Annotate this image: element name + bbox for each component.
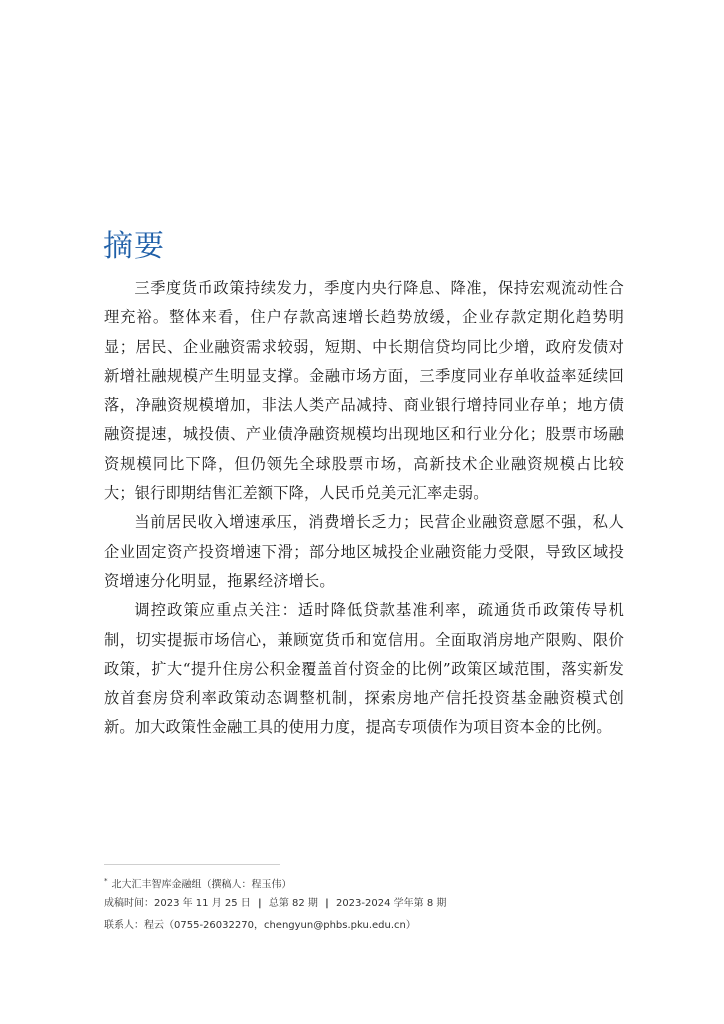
summary-paragraph-1: 三季度货币政策持续发力，季度内央行降息、降准，保持宏观流动性合理充裕。整体来看，住户存款高速增长趋势放缓，企业存款定期化趋势明显；居民、企业融资需求较弱，短期、中长期信贷均同比少增，政府发债对新增社融规模产生明显支撑。金融市场方面，三季度同业存单收益率延续回落，净融资规模增加，非法人类产品减持、商业银行增持同业存单；地方债融资提速，城投债、产业债净融资规模均出现地区和行业分化；股票市场融资规模同比下降，但仍领先全球股票市场，高新技术企业融资规模占比较大；银行即期结售汇差额下降，人民币兑美元汇率走弱。 bbox=[104, 279, 624, 503]
summary-body bbox=[104, 274, 624, 743]
summary-paragraph-2: 当前居民收入增速承压，消费增长乏力；民营企业融资意愿不强，私人企业固定资产投资增速下滑；部分地区城投企业融资能力受限，导致区域投资增速分化明显，拖累经济增长。 bbox=[104, 513, 624, 590]
footnote-issue-info bbox=[104, 897, 446, 911]
footnote-date: 成稿时间：2023 年 11 月 25 日 bbox=[104, 898, 251, 909]
page-title: 摘要 bbox=[103, 229, 165, 264]
summary-paragraph-3: 调控政策应重点关注：适时降低贷款基准利率，疏通货币政策传导机制，切实提振市场信心，兼顾宽货币和宽信用。全面取消房地产限购、限价政策，扩大“提升住房公积金覆盖首付资金的比例”政策区域范围，落实新发放首套房贷利率政策动态调整机制，探索房地产信托投资基金融资模式创新。加大政策性金融工具的使用力度，提高专项债作为项目资本金的比例。 bbox=[104, 601, 624, 737]
footnote-author bbox=[104, 874, 292, 892]
footnote-contact: 联系人：程云（0755-26032270，chengyun@phbs.pku.edu.cn） bbox=[104, 920, 416, 931]
footnote-issue-total: 总第 82 期 bbox=[268, 898, 318, 909]
footnote-divider bbox=[104, 864, 280, 865]
footnote-separator: | bbox=[325, 898, 329, 909]
footnote-author-text: 北大汇丰智库金融组（撰稿人：程玉伟） bbox=[111, 879, 292, 891]
footnote-separator: | bbox=[257, 898, 262, 909]
footnote-issue-year: 2023-2024 学年第 8 期 bbox=[335, 898, 447, 909]
footnote-marker: * bbox=[104, 877, 108, 885]
